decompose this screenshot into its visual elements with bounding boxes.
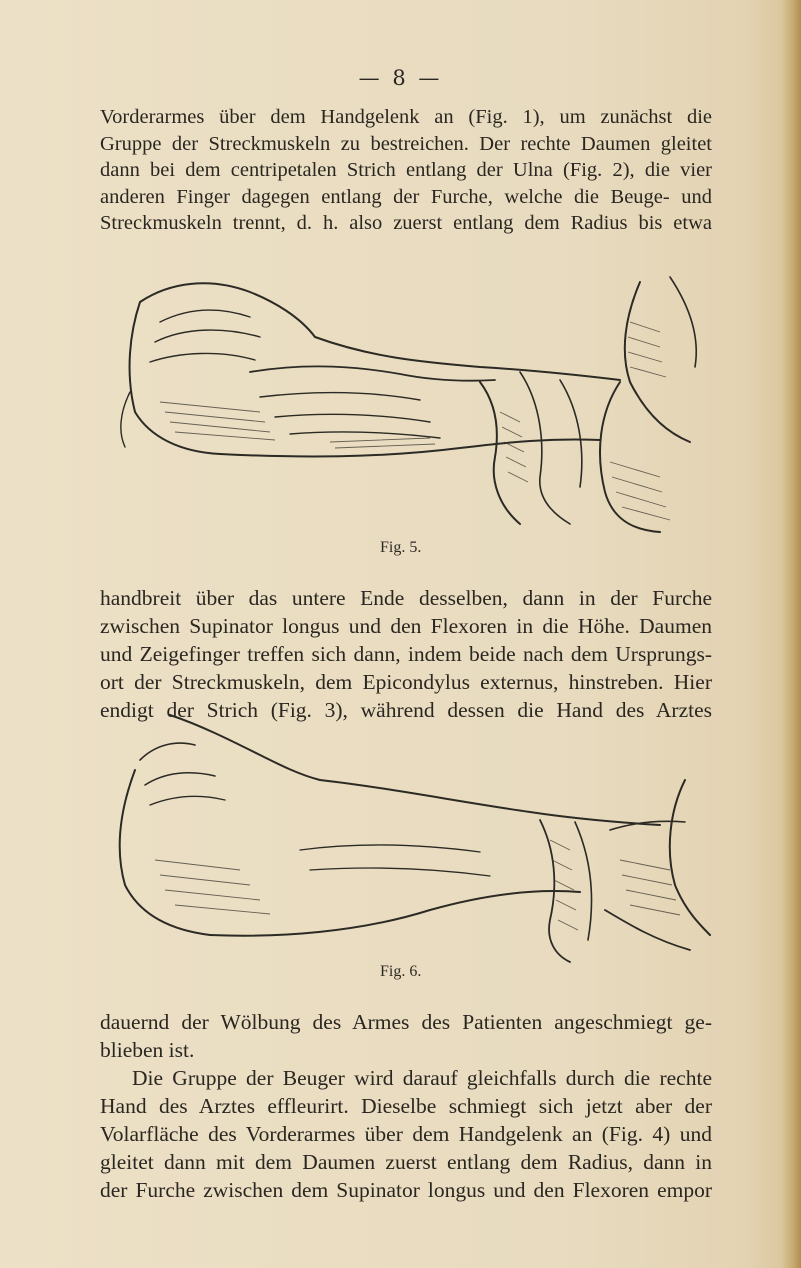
text-line: handbreit über das untere Ende desselben, dann in der Furche xyxy=(100,586,712,610)
text-line: Die Gruppe der Beuger wird darauf gleichfalls durch die rechte xyxy=(132,1066,712,1090)
paragraph-2 xyxy=(100,584,712,724)
figure-6-illustration xyxy=(100,710,712,966)
text-line: Volarfläche des Vorderarmes über dem Handgelenk an (Fig. 4) und xyxy=(100,1122,712,1146)
text-line: Streckmuskeln trennt, d. h. also zuerst entlang dem Radius bis etwa xyxy=(100,212,712,235)
figure-6-caption: Fig. 6. xyxy=(380,963,422,980)
text-line: und Zeigefinger treffen sich dann, indem beide nach dem Ursprungs- xyxy=(100,642,712,666)
text-line: der Furche zwischen dem Supinator longus und den Flexoren empor xyxy=(100,1178,712,1202)
text-line: dauernd der Wölbung des Armes des Patienten angeschmiegt ge- xyxy=(100,1010,712,1034)
text-line: ort der Streckmuskeln, dem Epicondylus externus, hinstreben. Hier xyxy=(100,670,712,694)
text-line: zwischen Supinator longus und den Flexoren in die Höhe. Daumen xyxy=(100,614,712,638)
page-edge-shadow xyxy=(781,0,801,1268)
text-line: blieben ist. xyxy=(100,1038,195,1062)
text-line: anderen Finger dagegen entlang der Furche, welche die Beuge- und xyxy=(100,185,712,208)
text-line: dann bei dem centripetalen Strich entlang der Ulna (Fig. 2), die vier xyxy=(100,159,712,182)
text-line: gleitet dann mit dem Daumen zuerst entlang dem Radius, dann in xyxy=(100,1150,712,1174)
paragraph-4 xyxy=(100,1064,712,1204)
figure-5-caption: Fig. 5. xyxy=(380,539,422,556)
paragraph-1 xyxy=(100,104,712,237)
paragraph-3 xyxy=(100,1008,712,1064)
figure-5-illustration xyxy=(100,262,712,540)
text-line: Vorderarmes über dem Handgelenk an (Fig. 1), um zunächst die xyxy=(100,106,712,128)
page-number: — 8 — xyxy=(358,66,443,90)
text-line: endigt der Strich (Fig. 3), während dessen die Hand des Arztes xyxy=(100,698,712,722)
text-line: Hand des Arztes effleurirt. Dieselbe schmiegt sich jetzt aber der xyxy=(100,1094,712,1118)
text-line: Gruppe der Streckmuskeln zu bestreichen. Der rechte Daumen gleitet xyxy=(100,132,712,155)
